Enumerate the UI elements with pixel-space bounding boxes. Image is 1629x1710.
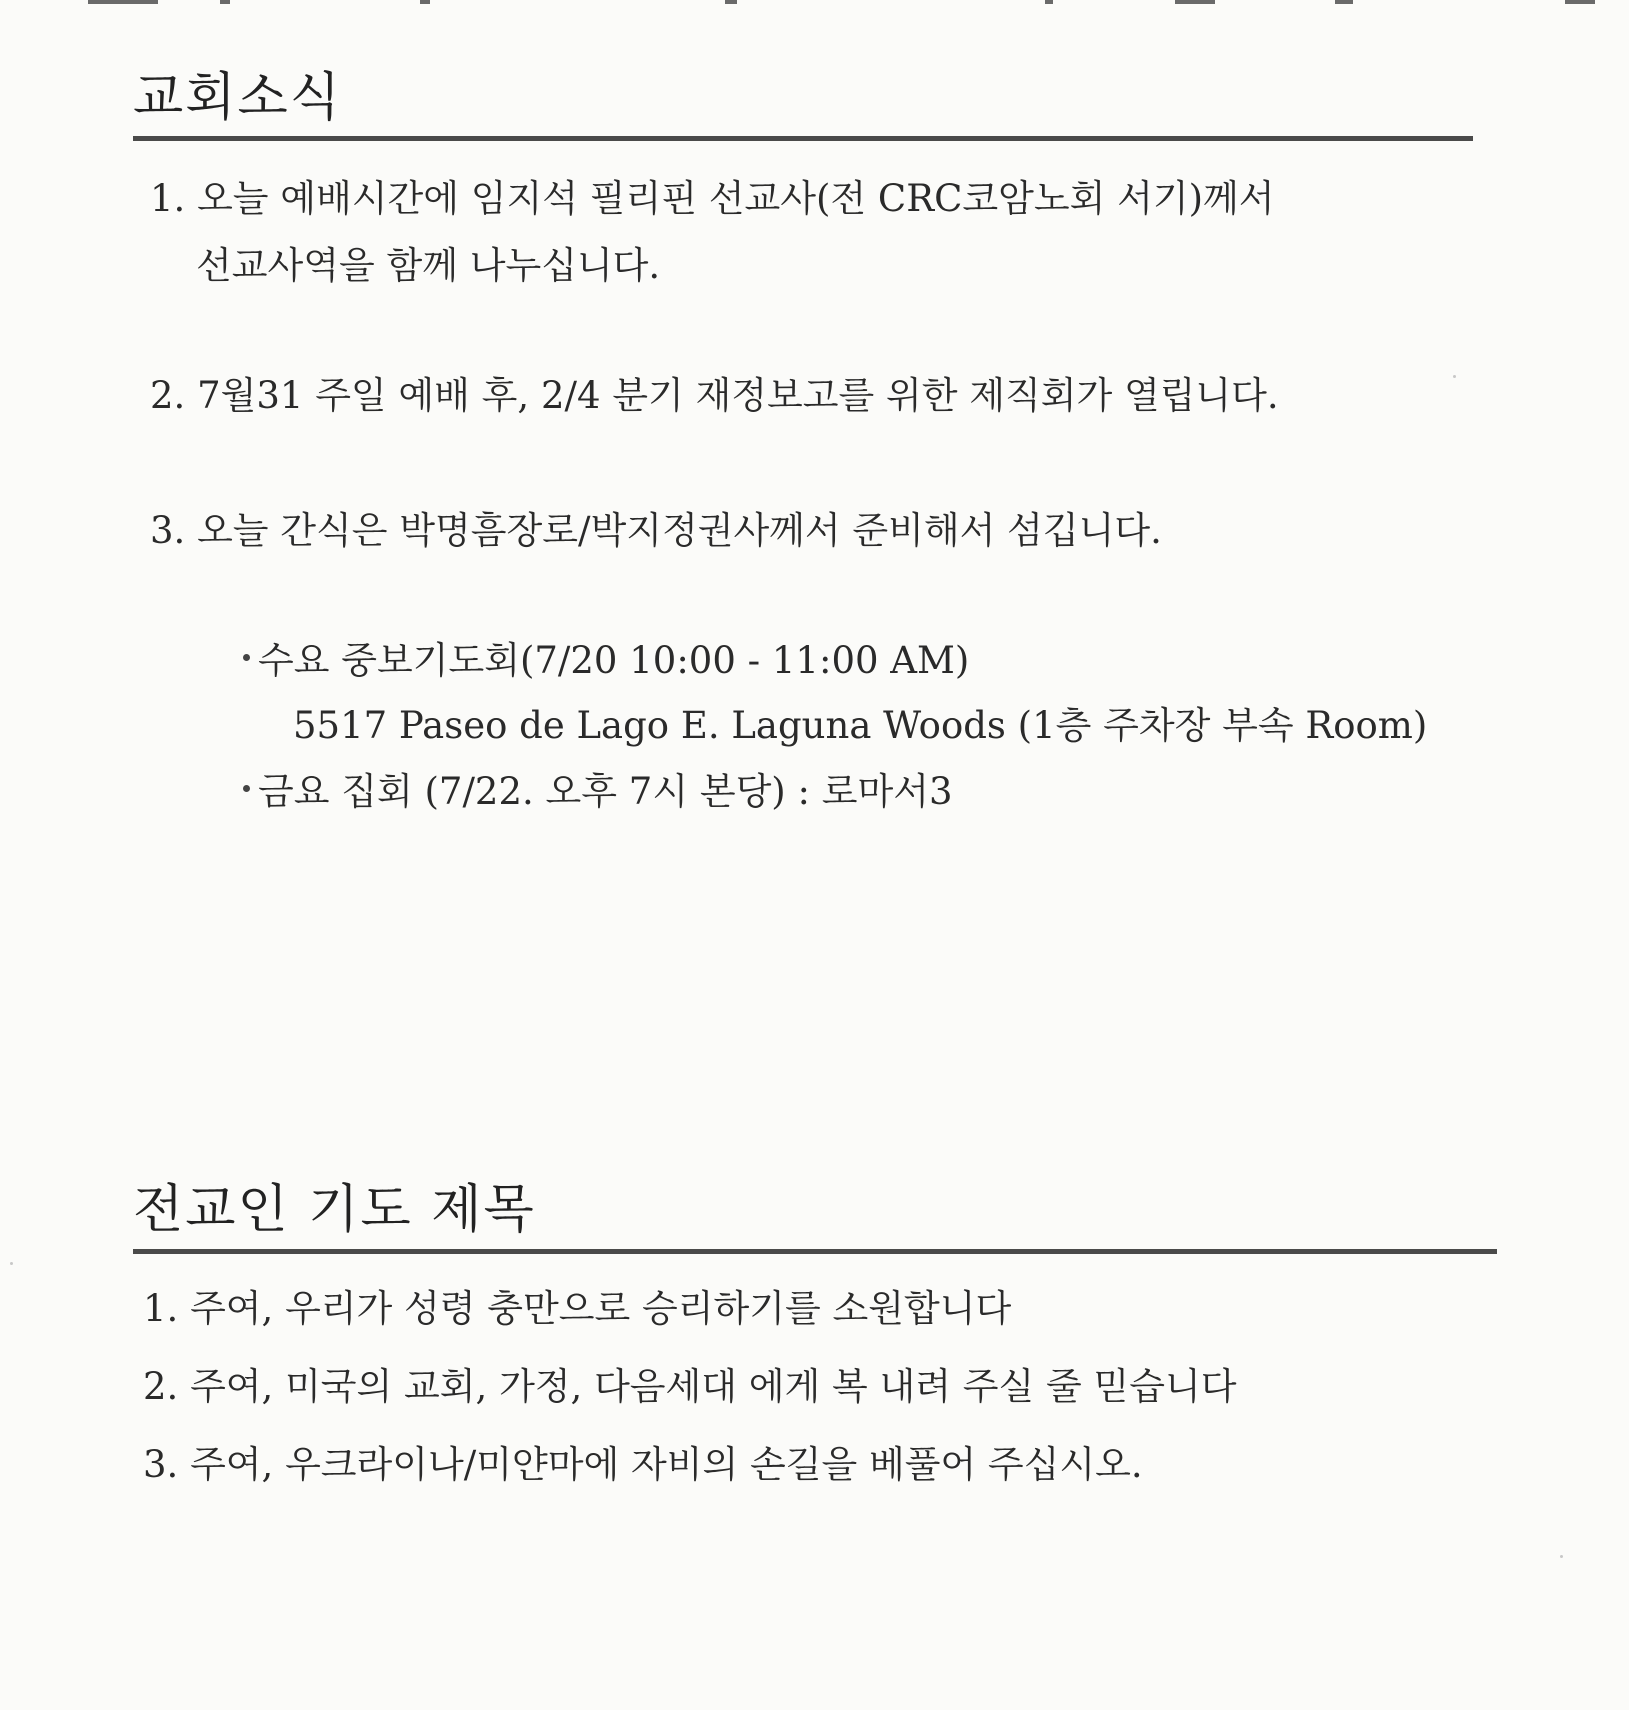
prayer-item-2: 2. 주여, 미국의 교회, 가정, 다음세대 에게 복 내려 주실 줄 믿습니다	[143, 1365, 1237, 1408]
news-item-1-line-1: 1. 오늘 예배시간에 임지석 필리핀 선교사(전 CRC코암노회 서기)께서	[150, 177, 1275, 220]
news-item-1-line-2: 선교사역을 함께 나누십니다.	[196, 244, 661, 287]
news-item-3: 3. 오늘 간식은 박명흠장로/박지정권사께서 준비해서 섬깁니다.	[150, 509, 1162, 552]
prayer-topics-divider	[133, 1249, 1497, 1254]
church-news-divider	[133, 136, 1473, 141]
bullet-dot-icon	[243, 785, 250, 792]
bullet-wednesday-prayer-address: 5517 Paseo de Lago E. Laguna Woods (1층 주차장 부속 Room)	[293, 704, 1428, 747]
church-news-title: 교회소식	[133, 68, 342, 128]
bullet-friday-meeting-text: 금요 집회 (7/22. 오후 7시 본당) : 로마서3	[258, 770, 953, 813]
bullet-wednesday-prayer	[243, 640, 969, 682]
bullet-dot-icon	[243, 654, 250, 661]
prayer-item-3: 3. 주여, 우크라이나/미얀마에 자비의 손길을 베풀어 주십시오.	[143, 1443, 1143, 1486]
scan-speck	[1560, 1555, 1563, 1558]
scan-speck	[10, 1262, 13, 1265]
news-item-2: 2. 7월31 주일 예배 후, 2/4 분기 재정보고를 위한 제직회가 열립니다.	[150, 374, 1279, 417]
bullet-friday-meeting	[243, 771, 953, 813]
bullet-wednesday-prayer-text: 수요 중보기도회(7/20 10:00 - 11:00 AM)	[258, 639, 970, 682]
scan-speck	[1453, 375, 1456, 378]
prayer-item-1: 1. 주여, 우리가 성령 충만으로 승리하기를 소원합니다	[143, 1287, 1012, 1330]
prayer-topics-title: 전교인 기도 제목	[133, 1180, 536, 1240]
scan-edge-marks	[0, 0, 1629, 8]
